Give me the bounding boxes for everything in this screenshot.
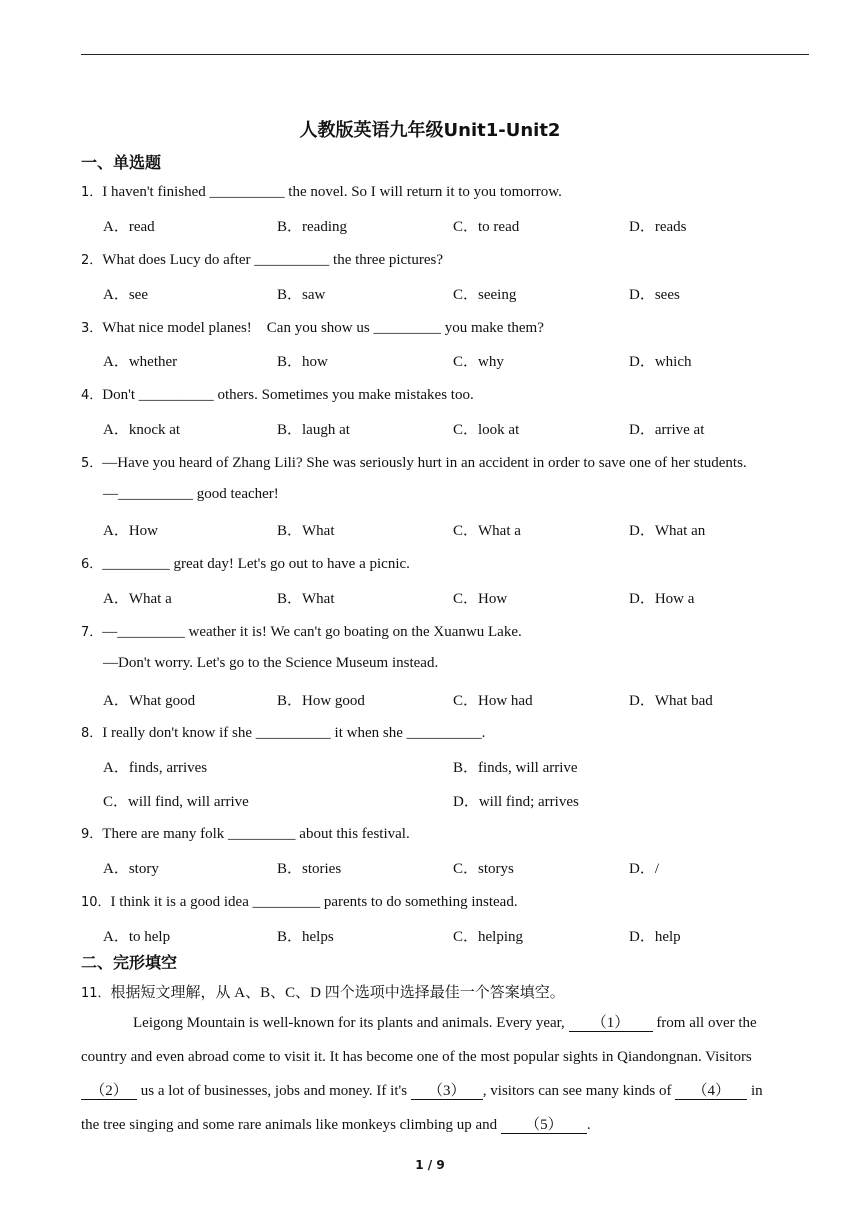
question-stem: I really don't know if she __________ it when she __________.	[102, 725, 486, 741]
answer-option-b[interactable]: B．saw	[277, 287, 326, 303]
question-10	[81, 891, 518, 911]
answer-option-d[interactable]: D．arrive at	[629, 422, 705, 438]
question-stem-continued: —Don't worry. Let's go to the Science Museum instead.	[103, 655, 439, 671]
passage-text: country and even abroad come to visit it. It has become one of the most popular sights in Qiandongnan. Visitors	[81, 1049, 752, 1065]
answer-option-b[interactable]: B．helps	[277, 929, 334, 945]
question-stem: What nice model planes! Can you show us _________ you make them?	[102, 320, 544, 336]
instruction-text: 根据短文理解，从 A、B、C、D 四个选项中选择最佳一个答案填空。	[110, 985, 565, 1001]
answer-option-c[interactable]: C．helping	[453, 929, 523, 945]
answer-option-b[interactable]: B．finds, will arrive	[453, 760, 578, 776]
question-number: 6．	[81, 557, 103, 572]
answer-option-a[interactable]: A．story	[103, 861, 159, 877]
cloze-line-3	[81, 1083, 763, 1100]
question-stem-continued: —__________ good teacher!	[103, 486, 279, 502]
cloze-line-4	[81, 1117, 591, 1134]
answer-option-d[interactable]: D．How a	[629, 591, 695, 607]
question-number: 9．	[81, 827, 103, 842]
answer-option-c[interactable]: C．What a	[453, 523, 521, 539]
answer-option-b[interactable]: B．How good	[277, 693, 365, 709]
answer-option-b[interactable]: B．reading	[277, 219, 347, 235]
answer-option-b[interactable]: B．stories	[277, 861, 342, 877]
answer-option-b[interactable]: B．how	[277, 354, 328, 370]
question-stem: —_________ weather it is! We can't go boating on the Xuanwu Lake.	[102, 624, 522, 640]
answer-option-c[interactable]: C．seeing	[453, 287, 517, 303]
question-stem: Don't __________ others. Sometimes you make mistakes too.	[102, 387, 474, 403]
blank-4[interactable]: （4）	[675, 1084, 747, 1100]
answer-option-d[interactable]: D．What bad	[629, 693, 713, 709]
answer-option-a[interactable]: A．read	[103, 219, 155, 235]
question-7	[81, 621, 522, 641]
question-stem: I think it is a good idea _________ parents to do something instead.	[110, 894, 518, 910]
question-number: 3．	[81, 321, 103, 336]
answer-option-d[interactable]: D．/	[629, 861, 660, 877]
passage-text: Leigong Mountain is well-known for its plants and animals. Every year,	[133, 1015, 569, 1031]
answer-option-a[interactable]: A．whether	[103, 354, 178, 370]
answer-option-d[interactable]: D．What an	[629, 523, 706, 539]
passage-text: us a lot of businesses, jobs and money. If it's	[137, 1083, 411, 1099]
answer-option-d[interactable]: D．which	[629, 354, 692, 370]
answer-option-a[interactable]: A．to help	[103, 929, 171, 945]
question-1	[81, 181, 562, 201]
page-number: 1 / 9	[415, 1158, 445, 1172]
answer-option-c[interactable]: C．to read	[453, 219, 520, 235]
question-stem: _________ great day! Let's go out to have a picnic.	[102, 556, 410, 572]
question-8	[81, 722, 485, 742]
question-number: 7．	[81, 625, 103, 640]
cloze-instruction	[81, 981, 565, 1002]
passage-text: in	[747, 1083, 763, 1099]
answer-option-c[interactable]: C．storys	[453, 861, 514, 877]
section-heading-single-choice: 一、单选题	[81, 153, 162, 172]
answer-option-c[interactable]: C．How	[453, 591, 508, 607]
section-heading-cloze: 二、完形填空	[81, 953, 178, 972]
answer-option-b[interactable]: B．What	[277, 523, 335, 539]
question-number: 5．	[81, 456, 103, 471]
answer-option-a[interactable]: A．finds, arrives	[103, 760, 208, 776]
passage-text: , visitors can see many kinds of	[482, 1083, 676, 1099]
answer-option-a[interactable]: A．see	[103, 287, 148, 303]
passage-text: the tree singing and some rare animals like monkeys climbing up and	[81, 1117, 501, 1133]
question-number: 1．	[81, 185, 103, 200]
answer-option-a[interactable]: A．What good	[103, 693, 196, 709]
answer-option-c[interactable]: C．look at	[453, 422, 520, 438]
question-2	[81, 249, 443, 269]
question-stem: —Have you heard of Zhang Lili? She was seriously hurt in an accident in order to save one of her students.	[102, 455, 747, 471]
blank-3[interactable]: （3）	[411, 1084, 483, 1100]
answer-option-d[interactable]: D．help	[629, 929, 681, 945]
passage-text: .	[586, 1117, 591, 1133]
page-title: 人教版英语九年级Unit1-Unit2	[299, 120, 561, 141]
answer-option-c[interactable]: C．How had	[453, 693, 533, 709]
answer-option-b[interactable]: B．laugh at	[277, 422, 350, 438]
answer-option-b[interactable]: B．What	[277, 591, 335, 607]
cloze-line-1	[133, 1015, 757, 1032]
blank-2[interactable]: （2）	[81, 1084, 137, 1100]
question-number: 8．	[81, 726, 103, 741]
blank-1[interactable]: （1）	[569, 1016, 653, 1032]
question-number: 10．	[81, 895, 111, 910]
passage-text: from all over the	[652, 1015, 757, 1031]
question-number: 4．	[81, 388, 103, 403]
question-6	[81, 553, 410, 573]
question-number: 11．	[81, 986, 111, 1001]
answer-option-d[interactable]: D．reads	[629, 219, 687, 235]
question-stem: I haven't finished __________ the novel. So I will return it to you tomorrow.	[102, 184, 562, 200]
question-5	[81, 452, 747, 472]
question-stem: What does Lucy do after __________ the three pictures?	[102, 252, 443, 268]
answer-option-d[interactable]: D．sees	[629, 287, 680, 303]
answer-option-a[interactable]: A．What a	[103, 591, 172, 607]
answer-option-c[interactable]: C．will find, will arrive	[103, 794, 249, 810]
header-rule	[81, 54, 809, 55]
answer-option-a[interactable]: A．How	[103, 523, 158, 539]
question-number: 2．	[81, 253, 103, 268]
answer-option-a[interactable]: A．knock at	[103, 422, 181, 438]
question-stem: There are many folk _________ about this festival.	[102, 826, 410, 842]
question-3	[81, 316, 544, 337]
answer-option-c[interactable]: C．why	[453, 354, 504, 370]
blank-5[interactable]: （5）	[501, 1118, 587, 1134]
cloze-line-2	[81, 1049, 752, 1066]
question-9	[81, 823, 410, 843]
answer-option-d[interactable]: D．will find; arrives	[453, 794, 579, 810]
question-4	[81, 384, 474, 404]
